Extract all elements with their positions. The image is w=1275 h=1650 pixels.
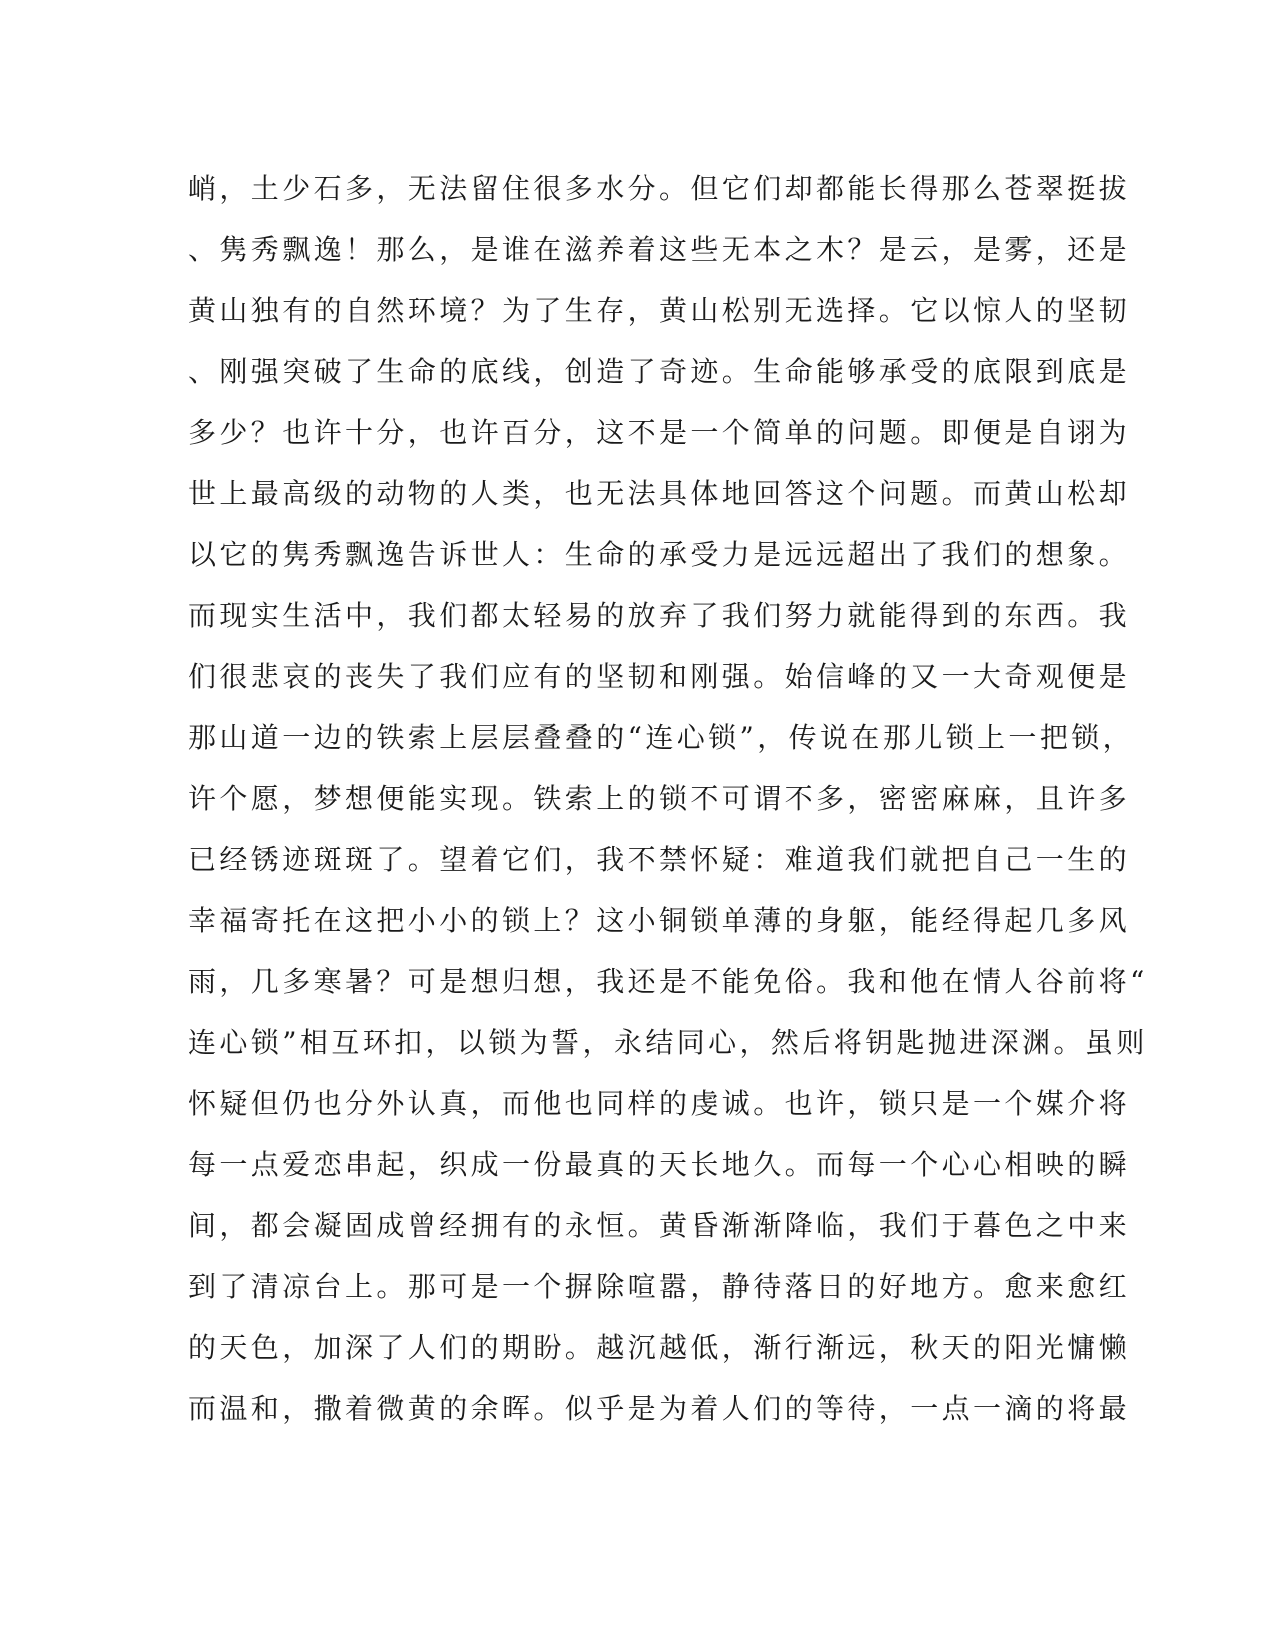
text-line-14: 雨，几多寒暑？可是想归想，我还是不能免俗。我和他在情人谷前将“	[188, 965, 1148, 998]
text-line-13: 幸福寄托在这把小小的锁上？这小铜锁单薄的身躯，能经得起几多风	[188, 904, 1131, 937]
text-line-17: 每一点爱恋串起，织成一份最真的天长地久。而每一个心心相映的瞬	[188, 1148, 1131, 1181]
text-line-21: 而温和，撒着微黄的余晖。似乎是为着人们的等待，一点一滴的将最	[188, 1392, 1131, 1425]
text-line-2: 、隽秀飘逸！那么，是谁在滋养着这些无本之木？是云，是雾，还是	[188, 233, 1131, 266]
text-line-4: 、刚强突破了生命的底线，创造了奇迹。生命能够承受的底限到底是	[188, 355, 1131, 388]
text-line-11: 许个愿，梦想便能实现。铁索上的锁不可谓不多，密密麻麻，且许多	[188, 782, 1131, 815]
text-line-9: 们很悲哀的丧失了我们应有的坚韧和刚强。始信峰的又一大奇观便是	[188, 660, 1131, 693]
text-line-7: 以它的隽秀飘逸告诉世人：生命的承受力是远远超出了我们的想象。	[188, 538, 1131, 571]
text-line-18: 间，都会凝固成曾经拥有的永恒。黄昏渐渐降临，我们于暮色之中来	[188, 1209, 1131, 1242]
text-line-3: 黄山独有的自然环境？为了生存，黄山松别无选择。它以惊人的坚韧	[188, 294, 1131, 327]
text-line-20: 的天色，加深了人们的期盼。越沉越低，渐行渐远，秋天的阳光慵懒	[188, 1331, 1131, 1364]
text-line-15: 连心锁”相互环扣，以锁为誓，永结同心，然后将钥匙抛进深渊。虽则	[188, 1026, 1148, 1059]
text-line-16: 怀疑但仍也分外认真，而他也同样的虔诚。也许，锁只是一个媒介将	[188, 1087, 1131, 1120]
text-line-1: 峭，土少石多，无法留住很多水分。但它们却都能长得那么苍翠挺拔	[188, 172, 1131, 205]
body-paragraph	[188, 158, 1148, 1439]
text-line-8: 而现实生活中，我们都太轻易的放弃了我们努力就能得到的东西。我	[188, 599, 1131, 632]
text-line-6: 世上最高级的动物的人类，也无法具体地回答这个问题。而黄山松却	[188, 477, 1131, 510]
text-line-19: 到了清凉台上。那可是一个摒除喧嚣，静待落日的好地方。愈来愈红	[188, 1270, 1131, 1303]
text-line-12: 已经锈迹斑斑了。望着它们，我不禁怀疑：难道我们就把自己一生的	[188, 843, 1131, 876]
text-line-5: 多少？也许十分，也许百分，这不是一个简单的问题。即便是自诩为	[188, 416, 1131, 449]
text-line-10: 那山道一边的铁索上层层叠叠的“连心锁”，传说在那儿锁上一把锁，	[188, 721, 1135, 754]
